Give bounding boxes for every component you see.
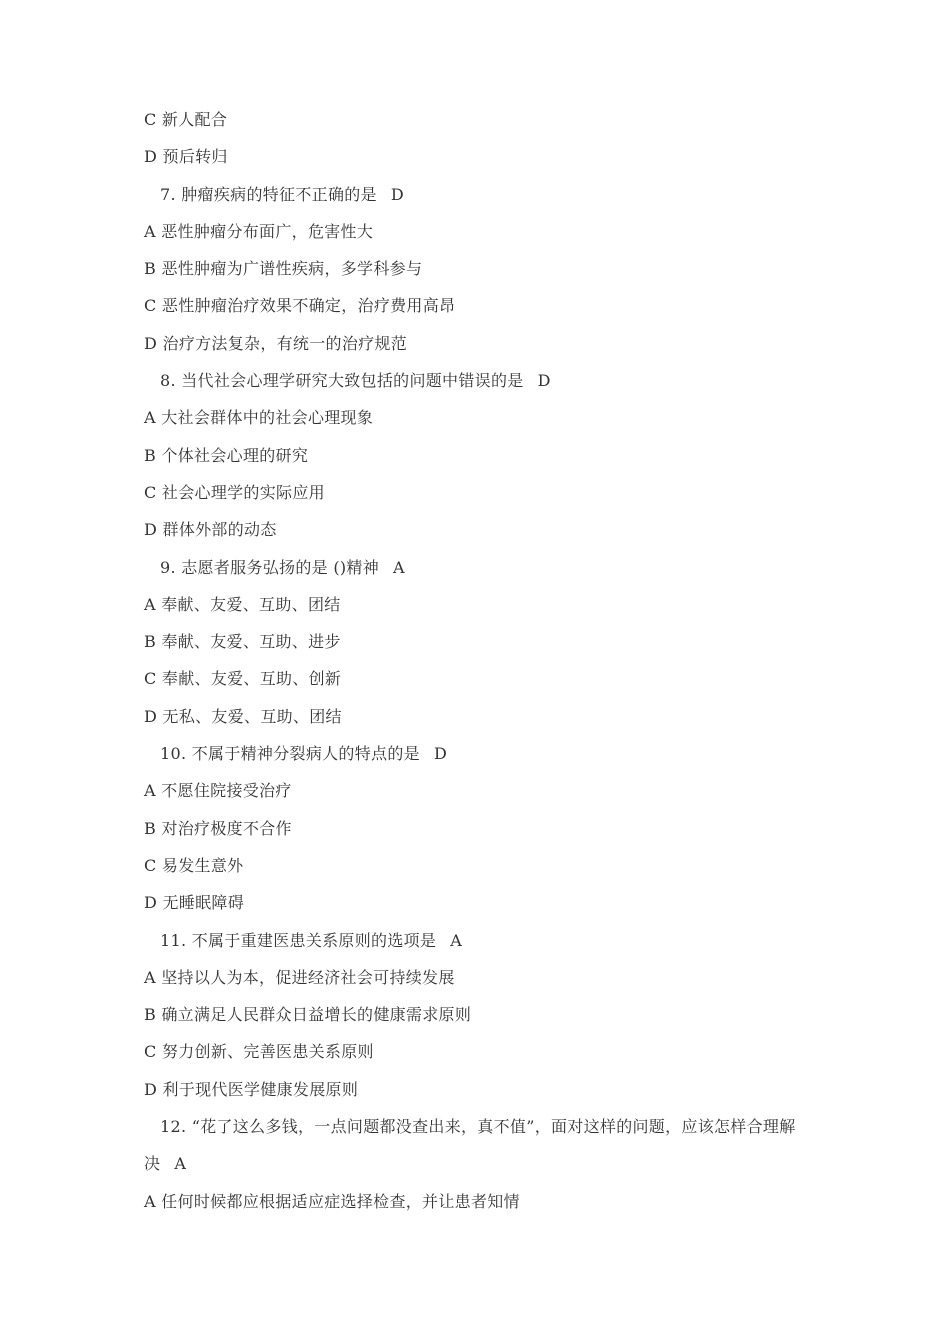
answer-key: A <box>450 930 463 950</box>
answer-option: C 奉献、友爱、互助、创新 <box>144 669 342 689</box>
answer-option: D 预后转归 <box>144 147 228 167</box>
question-text: 10. 不属于精神分裂病人的特点的是 <box>160 744 420 764</box>
answer-option: C 恶性肿瘤治疗效果不确定，治疗费用高昂 <box>144 296 456 316</box>
answer-option: B 确立满足人民群众日益增长的健康需求原则 <box>144 1005 472 1025</box>
answer-option: B 对治疗极度不合作 <box>144 818 292 838</box>
answer-option: C 社会心理学的实际应用 <box>144 482 325 502</box>
answer-option: D 利于现代医学健康发展原则 <box>144 1079 359 1099</box>
answer-option: B 恶性肿瘤为广谱性疾病，多学科参与 <box>144 259 423 279</box>
answer-key: A <box>174 1154 187 1174</box>
question-line <box>144 922 824 959</box>
question-text: 7. 肿瘤疾病的特征不正确的是 <box>160 184 377 204</box>
question-text-continued: 决 <box>144 1154 161 1174</box>
answer-option: A 不愿住院接受治疗 <box>144 781 292 801</box>
answer-option: B 个体社会心理的研究 <box>144 445 309 465</box>
answer-option: A 恶性肿瘤分布面广，危害性大 <box>144 221 374 241</box>
question-line <box>144 362 824 399</box>
answer-option: D 无私、友爱、互助、团结 <box>144 706 342 726</box>
answer-option: D 无睡眠障碍 <box>144 893 245 913</box>
document-body <box>144 101 824 1220</box>
answer-key: D <box>390 184 404 204</box>
question-line <box>144 549 824 586</box>
answer-option: A 坚持以人为本，促进经济社会可持续发展 <box>144 967 455 987</box>
question-text: 8. 当代社会心理学研究大致包括的问题中错误的是 <box>160 371 524 391</box>
answer-option: C 新人配合 <box>144 110 228 129</box>
answer-option: B 奉献、友爱、互助、进步 <box>144 632 341 652</box>
question-text: 11. 不属于重建医患关系原则的选项是 <box>160 930 437 950</box>
answer-option: A 大社会群体中的社会心理现象 <box>144 408 374 428</box>
question-line <box>144 735 824 772</box>
question-line <box>144 1108 824 1145</box>
answer-option: D 治疗方法复杂，有统一的治疗规范 <box>144 333 408 353</box>
answer-key: A <box>393 557 405 577</box>
answer-option: D 群体外部的动态 <box>144 520 277 540</box>
answer-key: D <box>433 744 448 764</box>
answer-option: C 易发生意外 <box>144 855 244 875</box>
question-text: 9. 志愿者服务弘扬的是 ()精神 <box>160 557 380 577</box>
answer-option: A 奉献、友爱、互助、团结 <box>144 594 341 614</box>
question-line <box>144 176 824 213</box>
question-text: 12. “花了这么多钱，一点问题都没查出来，真不值”，面对这样的问题，应该怎样合理解 <box>160 1117 796 1137</box>
answer-key: D <box>537 371 551 391</box>
answer-option: A 任何时候都应根据适应症选择检查，并让患者知情 <box>144 1191 520 1211</box>
question-line-continued <box>144 1145 824 1182</box>
answer-option: C 努力创新、完善医患关系原则 <box>144 1042 374 1062</box>
